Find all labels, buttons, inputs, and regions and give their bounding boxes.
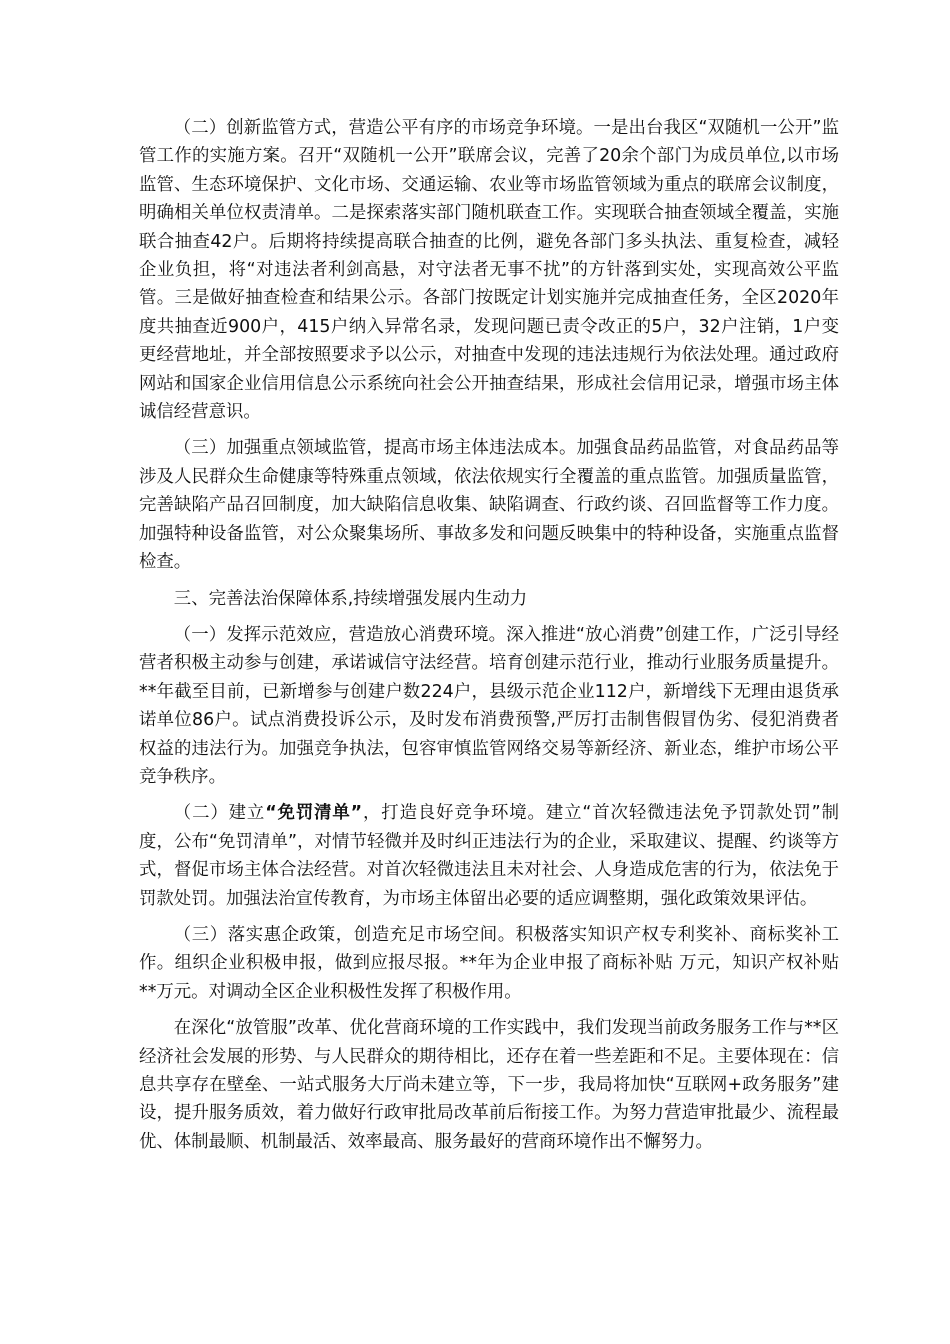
paragraph-demonstration-effect: （一）发挥示范效应，营造放心消费环境。深入推进“放心消费”创建工作，广泛引导经营者积极主动参与创建，承诺诚信守法经营。培育创建示范行业，推动行业服务质量提升。**年截至目前，已新增参与创建户数224户，县级示范企业112户，新增线下无理由退货承诺单位86户。试点消费投诉公示，及时发布消费预警,严厉打击制售假冒伪劣、侵犯消费者权益的违法行为。加强竞争执法，包容审慎监管网络交易等新经济、新业态，维护市场公平竞争秩序。 xyxy=(139,624,839,787)
paragraph-body: ，打造良好竞争环境。建立“首次轻微违法免予罚款处罚”制度，公布“免罚清单”，对情节轻微并及时纠正违法行为的企业，采取建议、提醒、约谈等方式，督促市场主体合法经营。对首次轻微违法且未对社会、人身造成危害的行为，依法免于罚款处罚。加强法治宣传教育，为市场主体留出必要的适应调整期，强化政策效果评估。 xyxy=(139,803,839,909)
paragraph-conclusion: 在深化“放管服”改革、优化营商环境的工作实践中，我们发现当前政务服务工作与**区经济社会发展的形势、与人民群众的期待相比，还存在着一些差距和不足。主要体现在：信息共享存在壁垒、一站式服务大厅尚未建立等，下一步，我局将加快“互联网+政务服务”建设，提升服务质效，着力做好行政审批局改革前后衔接工作。为努力营造审批最少、流程最优、体制最顺、机制最活、效率最高、服务最好的营商环境作出不懈努力。 xyxy=(139,1018,839,1152)
section-heading-rule-of-law: 三、完善法治保障体系,持续增强发展内生动力 xyxy=(173,588,528,609)
paragraph-enterprise-policies: （三）落实惠企政策，创造充足市场空间。积极落实知识产权专利奖补、商标奖补工作。组织企业积极申报，做到应报尽报。**年为企业申报了商标补贴 万元，知识产权补贴**万元。对调动全区企业积极性发挥了积极作用。 xyxy=(139,924,839,1002)
bold-term-penalty-exemption: “免罚清单” xyxy=(265,803,363,824)
paragraph-prefix: （二）建立 xyxy=(173,803,266,824)
paragraph-penalty-exemption-list xyxy=(139,799,839,913)
paragraph-innovative-supervision: （二）创新监管方式，营造公平有序的市场竞争环境。一是出台我区“双随机一公开”监管工作的实施方案。召开“双随机一公开”联席会议，完善了20余个部门为成员单位,以市场监管、生态环境保护、文化市场、交通运输、农业等市场监管领域为重点的联席会议制度，明确相关单位权责清单。二是探索落实部门随机联查工作。实现联合抽查领域全覆盖，实施联合抽查42户。后期将持续提高联合抽查的比例，避免各部门多头执法、重复检查，减轻企业负担，将“对违法者利剑高悬，对守法者无事不扰”的方针落到实处，实现高效公平监管。三是做好抽查检查和结果公示。各部门按既定计划实施并完成抽查任务，全区2020年度共抽查近900户，415户纳入异常名录，发现问题已责令改正的5户，32户注销，1户变更经营地址，并全部按照要求予以公示，对抽查中发现的违法违规行为依法处理。通过政府网站和国家企业信用信息公示系统向社会公开抽查结果，形成社会信用记录，增强市场主体诚信经营意识。 xyxy=(139,118,839,423)
document-body xyxy=(139,114,839,1156)
paragraph-key-area-supervision: （三）加强重点领域监管，提高市场主体违法成本。加强食品药品监管，对食品药品等涉及人民群众生命健康等特殊重点领域，依法依规实行全覆盖的重点监管。加强质量监管，完善缺陷产品召回制度，加大缺陷信息收集、缺陷调查、行政约谈、召回监督等工作力度。加强特种设备监管，对公众聚集场所、事故多发和问题反映集中的特种设备，实施重点监督检查。 xyxy=(139,438,839,573)
